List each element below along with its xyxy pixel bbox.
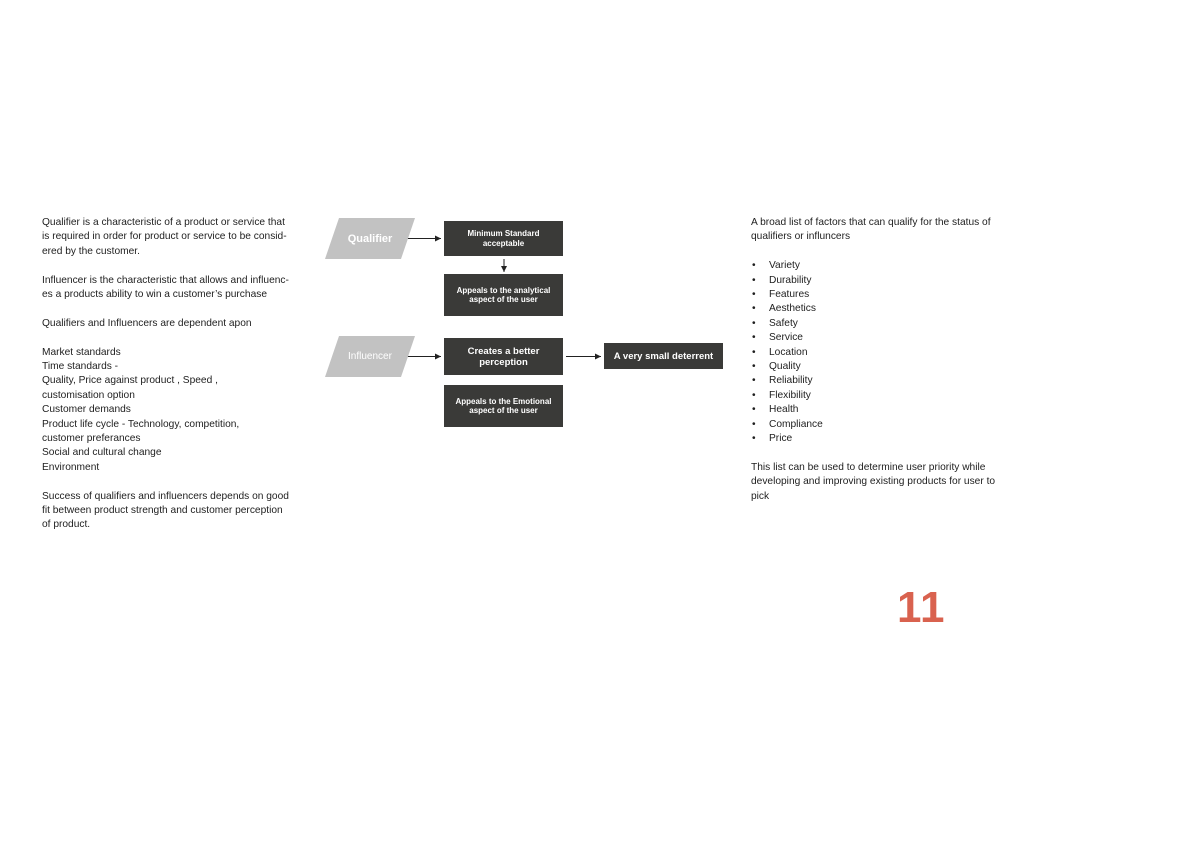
- list-item: • Price: [751, 432, 1013, 446]
- page-number: 11: [897, 583, 946, 632]
- qualifier-shape: [325, 218, 415, 259]
- list-item: • Safety: [751, 317, 1013, 331]
- qualifier-label: Qualifier: [347, 232, 393, 245]
- right-text-column: [751, 216, 1013, 504]
- dependency-intro: Qualifiers and Influencers are dependent apon: [42, 317, 252, 329]
- emotional-appeal-box: Appeals to the Emotional aspect of the user: [444, 385, 563, 427]
- list-item: • Reliability: [751, 374, 1013, 388]
- list-item: • Flexibility: [751, 389, 1013, 403]
- list-item: • Features: [751, 288, 1013, 302]
- success-statement: Success of qualifiers and influencers depends on good fit between product strength and customer perception of product.: [42, 490, 289, 531]
- influencer-shape: [325, 336, 415, 377]
- list-item: • Variety: [751, 259, 1013, 273]
- list-item: • Health: [751, 403, 1013, 417]
- left-text-column: [42, 216, 298, 533]
- analytical-appeal-box: Appeals to the analytical aspect of the user: [444, 274, 563, 316]
- minimum-standard-box: Minimum Standard acceptable: [444, 221, 563, 256]
- factors-intro: A broad list of factors that can qualify for the status of qualifiers or influncers: [751, 217, 991, 243]
- list-item: • Aesthetics: [751, 302, 1013, 316]
- better-perception-box: Creates a better perception: [444, 338, 563, 375]
- influencer-definition: Influencer is the characteristic that allows and influenc- es a products ability to win a customer’s purchase: [42, 274, 289, 301]
- list-item: • Location: [751, 346, 1013, 360]
- influencer-label: Influencer: [348, 351, 392, 362]
- list-item: • Service: [751, 331, 1013, 345]
- dependency-list: Market standards Time standards - Quality, Price against product , Speed , customisation option Customer demands Product life cycle - Technology, competition, customer preferances Social and cultural change Environment: [42, 346, 240, 473]
- list-item: • Durability: [751, 274, 1013, 288]
- list-item: • Compliance: [751, 418, 1013, 432]
- factors-list: [751, 259, 1013, 446]
- qualifier-definition: Qualifier is a characteristic of a product or service that is required in order for product or service to be consid- ered by the customer.: [42, 217, 287, 257]
- list-item: • Quality: [751, 360, 1013, 374]
- deterrent-box: A very small deterrent: [604, 343, 723, 369]
- factors-outro: This list can be used to determine user priority while developing and improving existing products for user to pick: [751, 461, 996, 502]
